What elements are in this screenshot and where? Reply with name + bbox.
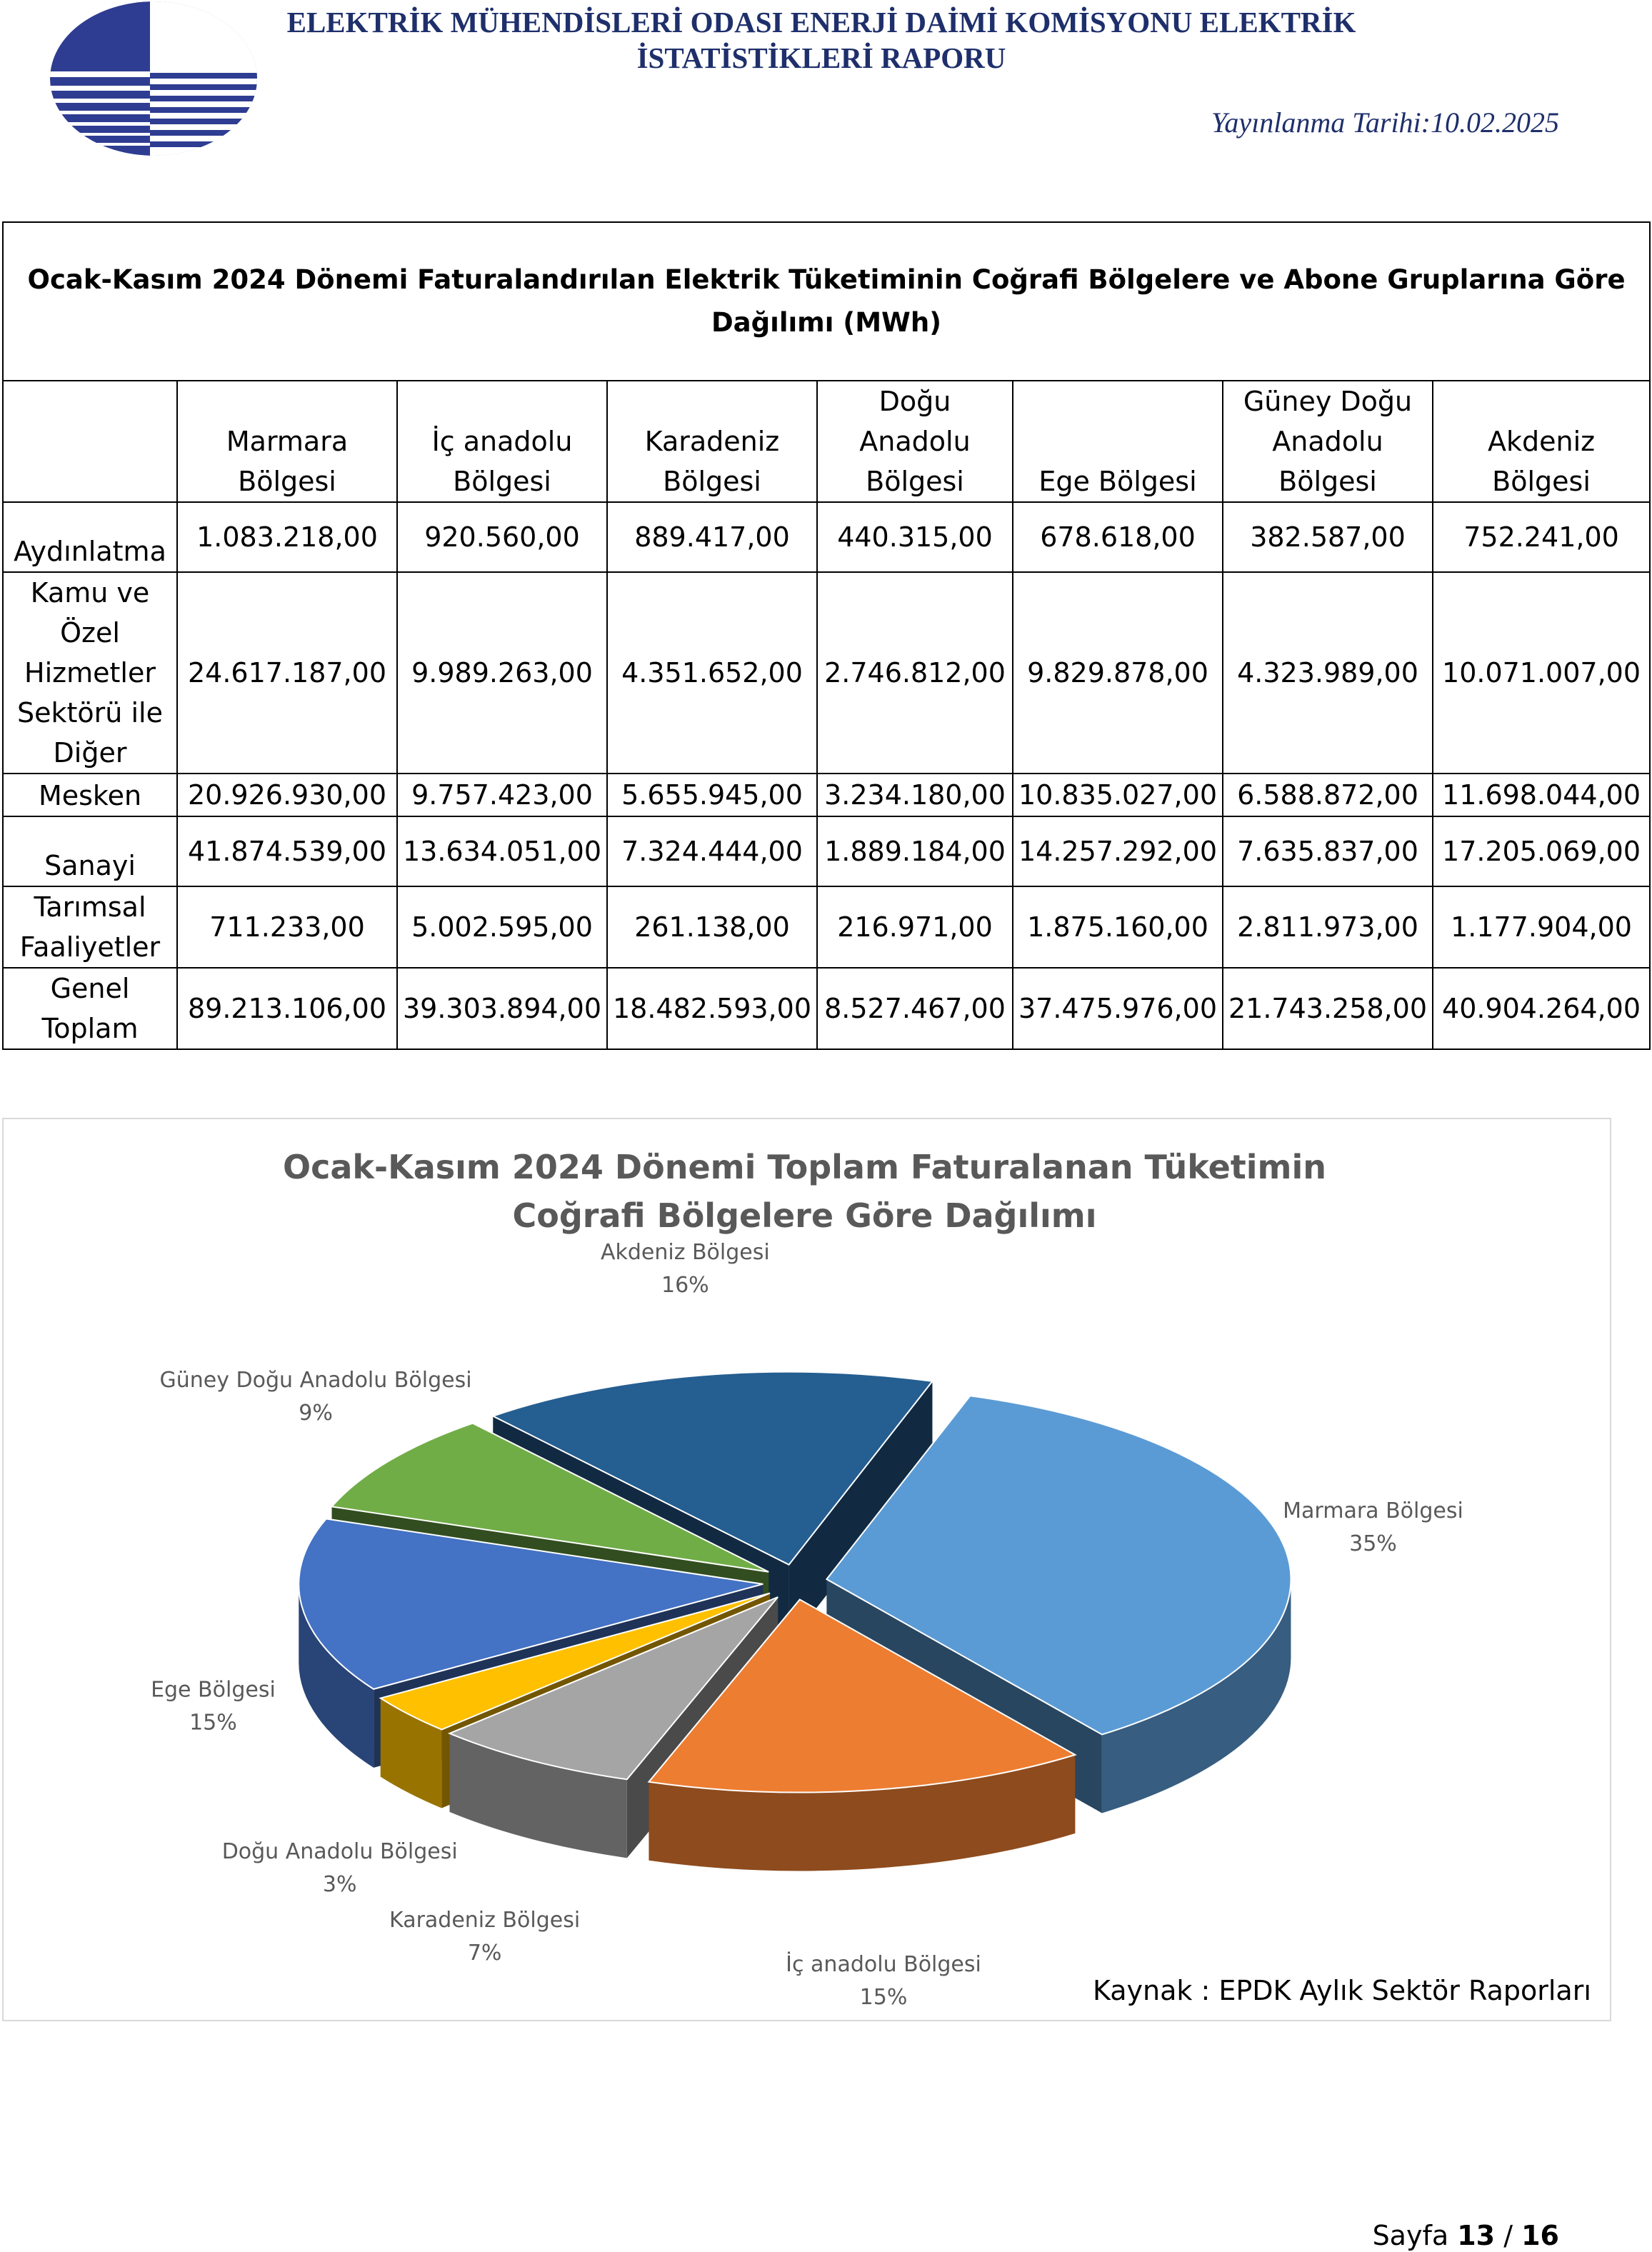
value-cell: 7.635.837,00 [1223,816,1433,886]
pie-chart [2,1118,1611,2021]
page-prefix: Sayfa [1372,2220,1449,2251]
value-cell: 920.560,00 [397,502,607,572]
value-cell: 24.617.187,00 [177,572,397,774]
column-header: Marmara Bölgesi [177,381,397,502]
slice-label: Doğu Anadolu Bölgesi 3% [221,1838,458,1897]
consumption-table [2,221,1651,1050]
table-row [3,968,1650,1049]
value-cell: 4.323.989,00 [1223,572,1433,774]
value-cell: 17.205.069,00 [1433,816,1650,886]
chart-title: Ocak-Kasım 2024 Dönemi Toplam Faturalanan Tüketimin Coğrafi Bölgelere Göre Dağılımı [282,1148,1327,1235]
slice-label: Marmara Bölgesi 35% [1283,1498,1463,1556]
value-cell: 39.303.894,00 [397,968,607,1049]
value-cell: 18.482.593,00 [607,968,817,1049]
value-cell: 40.904.264,00 [1433,968,1650,1049]
value-cell: 752.241,00 [1433,502,1650,572]
table-header-row [3,381,1650,502]
value-cell: 9.829.878,00 [1013,572,1223,774]
column-header: Doğu Anadolu Bölgesi [817,381,1013,502]
column-header: İç anadolu Bölgesi [397,381,607,502]
value-cell: 5.655.945,00 [607,774,817,816]
report-title: ELEKTRİK MÜHENDİSLERİ ODASI ENERJİ DAİMİ KOMİSYONU ELEKTRİK İSTATİSTİKLERİ RAPORU [286,6,1356,74]
current-page: 13 [1457,2220,1496,2251]
row-label: Sanayi [3,816,177,886]
table-row [3,886,1650,968]
value-cell: 3.234.180,00 [817,774,1013,816]
row-label: Mesken [3,774,177,816]
row-label: Kamu ve Özel Hizmetler Sektörü ile Diğer [3,572,177,774]
value-cell: 21.743.258,00 [1223,968,1433,1049]
row-label: Tarımsal Faaliyetler [3,886,177,968]
value-cell: 889.417,00 [607,502,817,572]
column-header: Güney Doğu Anadolu Bölgesi [1223,381,1433,502]
value-cell: 37.475.976,00 [1013,968,1223,1049]
value-cell: 1.177.904,00 [1433,886,1650,968]
slice-label: Ege Bölgesi 15% [151,1677,276,1736]
value-cell: 41.874.539,00 [177,816,397,886]
table-row [3,816,1650,886]
column-header: Akdeniz Bölgesi [1433,381,1650,502]
value-cell: 89.213.106,00 [177,968,397,1049]
source-note: Kaynak : EPDK Aylık Sektör Raporları [1093,1975,1591,2006]
value-cell: 9.757.423,00 [397,774,607,816]
slice-label: Güney Doğu Anadolu Bölgesi 9% [159,1368,472,1426]
column-header: Karadeniz Bölgesi [607,381,817,502]
corner-cell [3,381,177,502]
row-label: Genel Toplam [3,968,177,1049]
value-cell: 13.634.051,00 [397,816,607,886]
table-caption: Ocak-Kasım 2024 Dönemi Faturalandırılan Elektrik Tüketiminin Coğrafi Bölgelere ve Abone Gruplarına Göre Dağılımı (MWh) [3,222,1650,381]
value-cell: 440.315,00 [817,502,1013,572]
value-cell: 9.989.263,00 [397,572,607,774]
slice-label: Akdeniz Bölgesi 16% [600,1239,770,1298]
publish-date: Yayınlanma Tarihi:10.02.2025 [1211,106,1559,139]
value-cell: 7.324.444,00 [607,816,817,886]
value-cell: 20.926.930,00 [177,774,397,816]
value-cell: 382.587,00 [1223,502,1433,572]
value-cell: 2.811.973,00 [1223,886,1433,968]
value-cell: 10.071.007,00 [1433,572,1650,774]
value-cell: 6.588.872,00 [1223,774,1433,816]
value-cell: 216.971,00 [817,886,1013,968]
table-row [3,572,1650,774]
value-cell: 5.002.595,00 [397,886,607,968]
emo-logo-icon [43,0,257,164]
page-number [1373,2220,1559,2251]
table-row [3,774,1650,816]
slice-label: İç anadolu Bölgesi 15% [786,1951,981,2010]
value-cell: 1.083.218,00 [177,502,397,572]
value-cell: 10.835.027,00 [1013,774,1223,816]
value-cell: 8.527.467,00 [817,968,1013,1049]
value-cell: 2.746.812,00 [817,572,1013,774]
value-cell: 4.351.652,00 [607,572,817,774]
value-cell: 678.618,00 [1013,502,1223,572]
value-cell: 1.875.160,00 [1013,886,1223,968]
column-header: Ege Bölgesi [1013,381,1223,502]
row-label: Aydınlatma [3,502,177,572]
table-row [3,502,1650,572]
page-separator: / [1503,2220,1513,2251]
slice-label: Karadeniz Bölgesi 7% [389,1908,581,1966]
value-cell: 1.889.184,00 [817,816,1013,886]
value-cell: 11.698.044,00 [1433,774,1650,816]
value-cell: 711.233,00 [177,886,397,968]
value-cell: 261.138,00 [607,886,817,968]
value-cell: 14.257.292,00 [1013,816,1223,886]
total-pages: 16 [1521,2220,1559,2251]
